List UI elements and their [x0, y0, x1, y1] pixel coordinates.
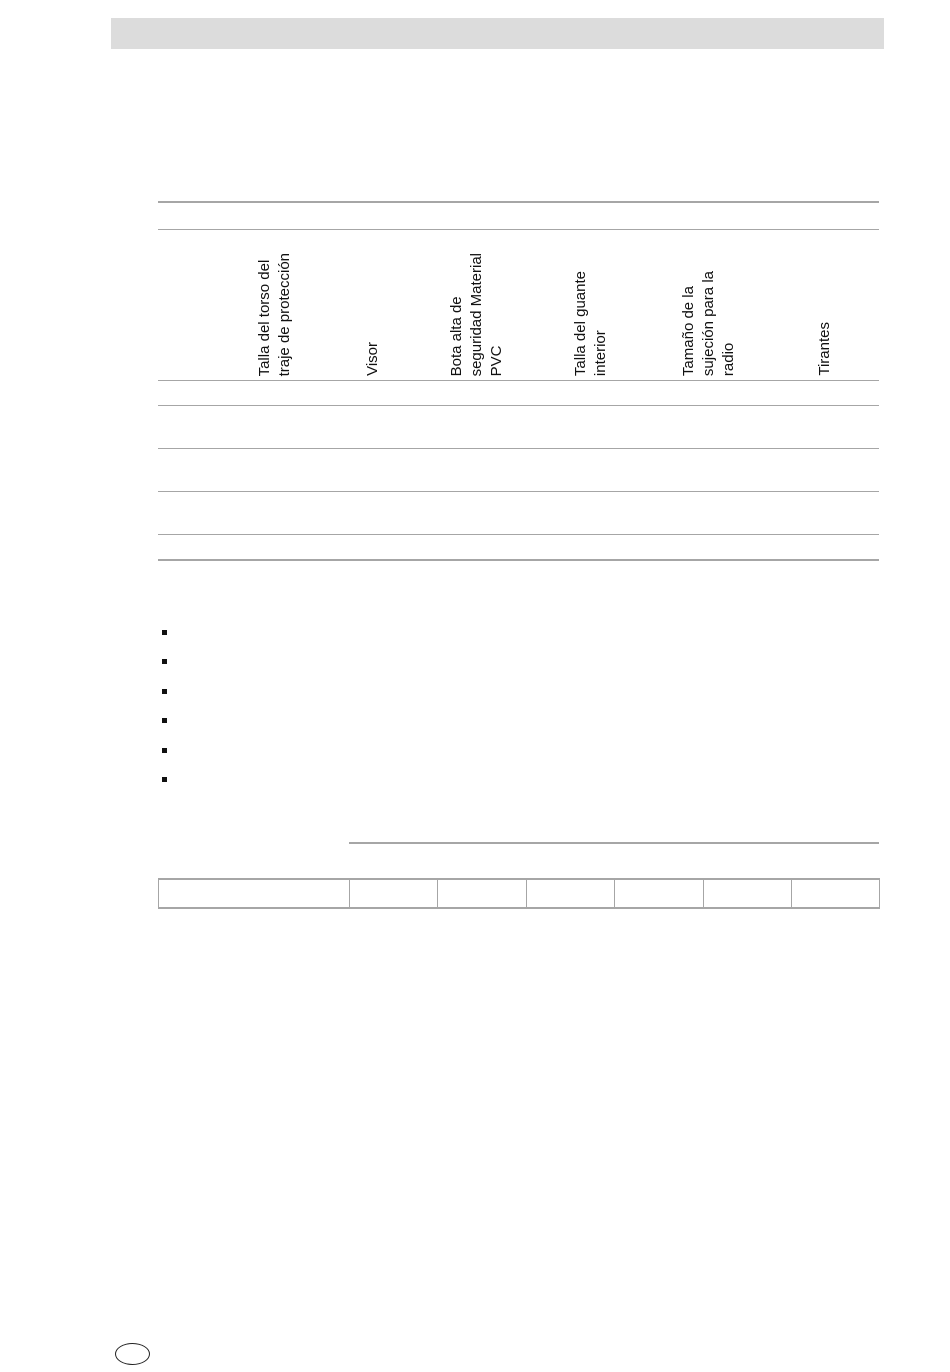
- header-visor: Visor: [364, 342, 381, 376]
- header-cell-braces: [810, 236, 840, 376]
- table-row-rule: [158, 448, 879, 449]
- bullet-marker: [162, 777, 167, 782]
- header-torso-size: Talla del torso del traje de protección: [256, 252, 293, 376]
- lower-table-col-rule: [349, 879, 350, 908]
- lower-table-col-rule: [614, 879, 615, 908]
- header-boot: Bota alta de seguridad Material PVC: [448, 252, 505, 376]
- header-braces: Tirantes: [816, 322, 833, 376]
- lower-table-col-rule: [158, 879, 159, 908]
- lower-table-col-rule: [526, 879, 527, 908]
- table-row-rule: [158, 405, 879, 406]
- lower-table-top-rule: [158, 878, 880, 880]
- header-cell-visor: [358, 236, 388, 376]
- bullet-marker: [162, 659, 167, 664]
- table-header-top-rule: [158, 229, 879, 230]
- header-cell-boot: [442, 236, 512, 376]
- lower-table-col-rule: [437, 879, 438, 908]
- table-bottom-rule: [158, 559, 879, 561]
- lower-table-col-rule: [791, 879, 792, 908]
- lower-table-col-rule: [879, 879, 880, 908]
- bullet-marker: [162, 630, 167, 635]
- table-row-rule: [158, 380, 879, 381]
- header-cell-torso: [250, 236, 300, 376]
- lower-table-bottom-rule: [158, 907, 880, 909]
- lower-table-col-rule: [703, 879, 704, 908]
- header-radio-holder: Tamaño de la sujeción para la radio: [680, 270, 737, 376]
- bullet-marker: [162, 748, 167, 753]
- header-cell-radio: [674, 236, 744, 376]
- table-top-rule: [158, 201, 879, 203]
- header-bar: [111, 18, 884, 49]
- table-row-rule: [158, 534, 879, 535]
- header-glove-size: Talla del guante interior: [572, 270, 609, 376]
- lower-table-group-rule: [349, 842, 879, 844]
- language-badge-oval: [115, 1343, 150, 1365]
- table-row-rule: [158, 491, 879, 492]
- bullet-marker: [162, 718, 167, 723]
- bullet-marker: [162, 689, 167, 694]
- header-cell-glove: [566, 236, 616, 376]
